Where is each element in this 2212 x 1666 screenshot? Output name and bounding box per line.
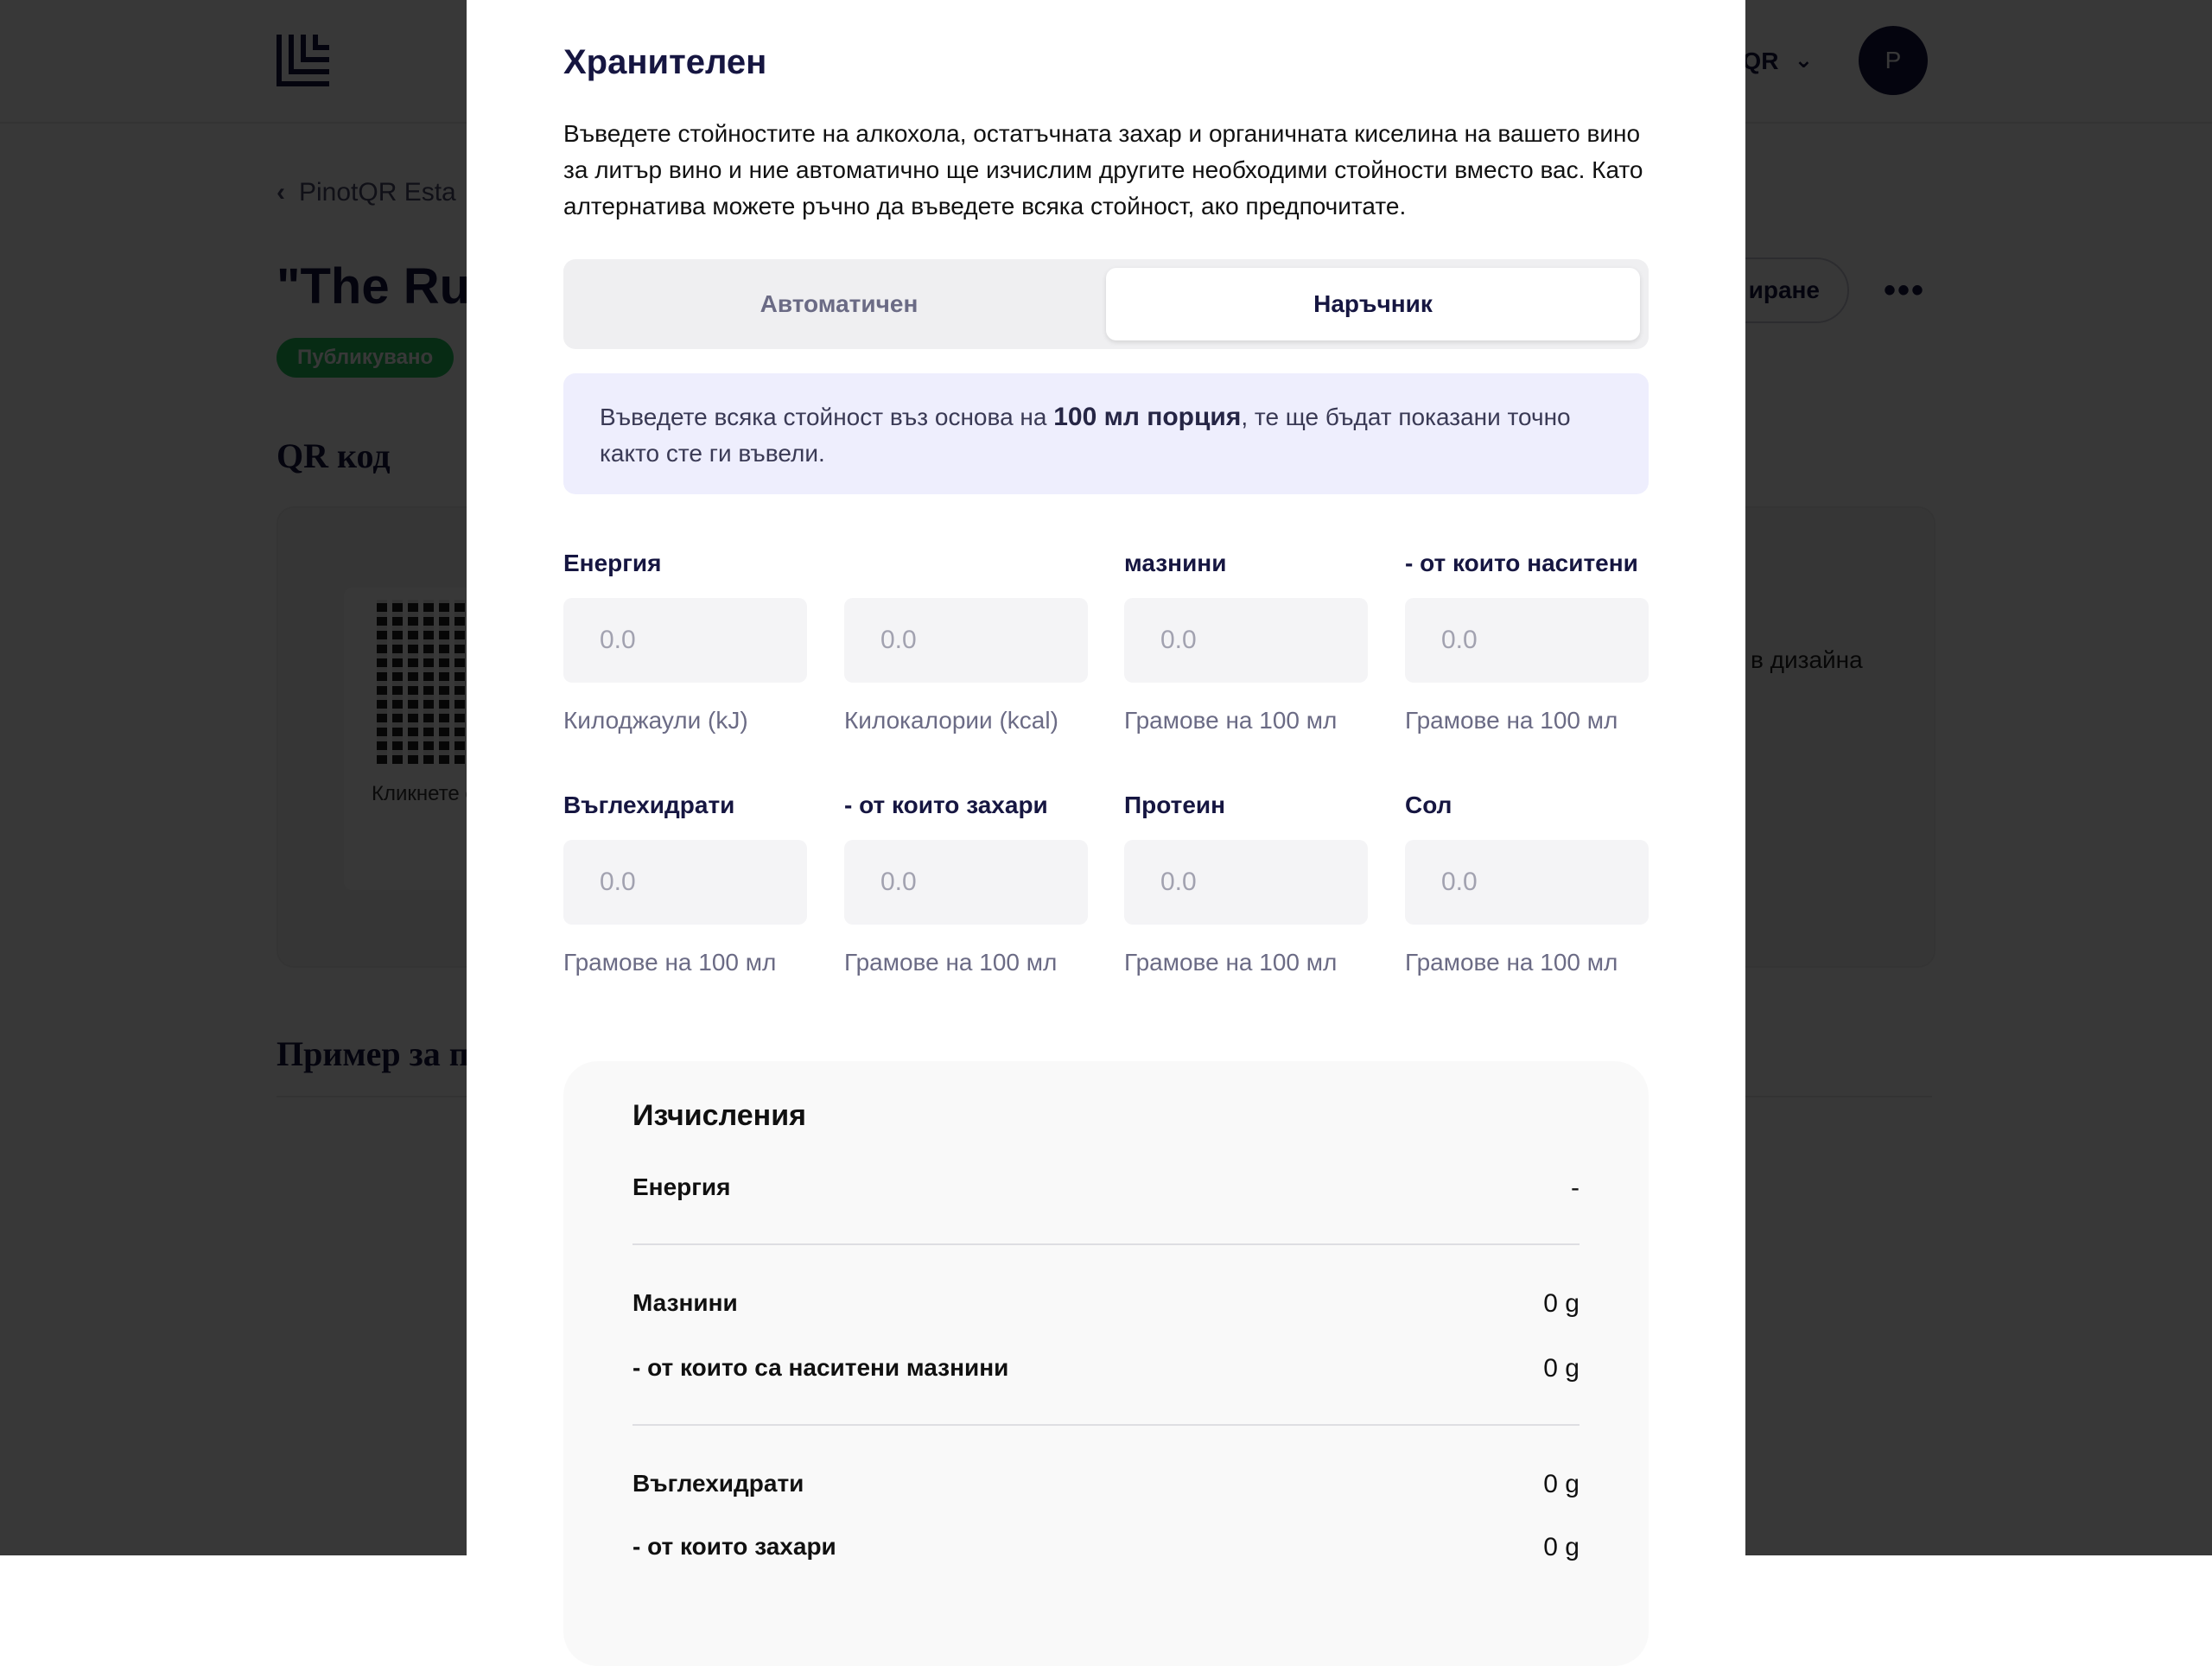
calc-saturated-row (632, 1354, 1580, 1382)
carbs-input[interactable] (563, 840, 807, 925)
info-text-after: , те ще бъдат показани точно както сте ги въвели. (600, 404, 1571, 467)
calc-carbs-value: 0 g (1543, 1470, 1580, 1498)
sugars-label: - от които захари (844, 792, 1048, 818)
salt-input[interactable] (1405, 840, 1649, 925)
protein-label: Протеин (1124, 792, 1226, 818)
salt-unit: Грамове на 100 мл (1405, 949, 1618, 976)
sugars-input[interactable] (844, 840, 1088, 925)
energy-kj-unit: Килоджаули (kJ) (563, 707, 748, 734)
energy-kcal-unit: Килокалории (kcal) (844, 707, 1058, 734)
fat-label: мазнини (1124, 550, 1227, 576)
calculations-title: Изчисления (632, 1099, 806, 1132)
energy-kj-input[interactable] (563, 598, 807, 683)
energy-kcal-input[interactable] (844, 598, 1088, 683)
saturated-unit: Грамове на 100 мл (1405, 707, 1618, 734)
calc-energy-label: Енергия (632, 1173, 731, 1200)
calc-carbs-row (632, 1470, 1580, 1497)
calc-fat-row (632, 1289, 1580, 1317)
energy-label: Енергия (563, 550, 662, 576)
protein-unit: Грамове на 100 мл (1124, 949, 1338, 976)
saturated-label: - от които наситени (1405, 550, 1638, 576)
fat-unit: Грамове на 100 мл (1124, 707, 1338, 734)
calc-energy-row (632, 1173, 1580, 1201)
carbs-label: Въглехидрати (563, 792, 735, 818)
calc-energy-value: - (1571, 1173, 1580, 1202)
tab-automatic[interactable]: Автоматичен (760, 290, 918, 317)
calc-saturated-value: 0 g (1543, 1354, 1580, 1383)
calculations-panel (563, 1061, 1649, 1666)
calc-sugars-row (632, 1533, 1580, 1561)
calc-fat-value: 0 g (1543, 1289, 1580, 1318)
salt-label: Сол (1405, 792, 1452, 818)
saturated-input[interactable] (1405, 598, 1649, 683)
calc-sugars-value: 0 g (1543, 1533, 1580, 1561)
tab-manual[interactable]: Наръчник (1106, 268, 1640, 340)
info-text-bold: 100 мл порция (1053, 403, 1242, 431)
carbs-unit: Грамове на 100 мл (563, 949, 777, 976)
info-banner (563, 373, 1649, 494)
mode-toggle (563, 259, 1649, 349)
modal-title: Хранителен (563, 43, 767, 81)
fat-input[interactable] (1124, 598, 1368, 683)
calc-carbs-label: Въглехидрати (632, 1470, 804, 1497)
protein-input[interactable] (1124, 840, 1368, 925)
info-text-before: Въведете всяка стойност въз основа на (600, 404, 1054, 430)
calc-sugars-label: - от които захари (632, 1533, 836, 1560)
calc-fat-label: Мазнини (632, 1289, 738, 1316)
sugars-unit: Грамове на 100 мл (844, 949, 1058, 976)
nutrition-modal (467, 0, 1745, 1561)
calc-saturated-label: - от които са наситени мазнини (632, 1354, 1009, 1381)
calc-divider (632, 1243, 1580, 1245)
calc-divider (632, 1424, 1580, 1426)
modal-description: Въведете стойностите на алкохола, остатъчната захар и органичната киселина на вашето вино за литър вино и ние автоматично ще изчислим другите необходими стойности вместо вас. Като алтернатива можете ръчно да въведете всяка стойност, ако предпочитате. (563, 120, 1643, 219)
